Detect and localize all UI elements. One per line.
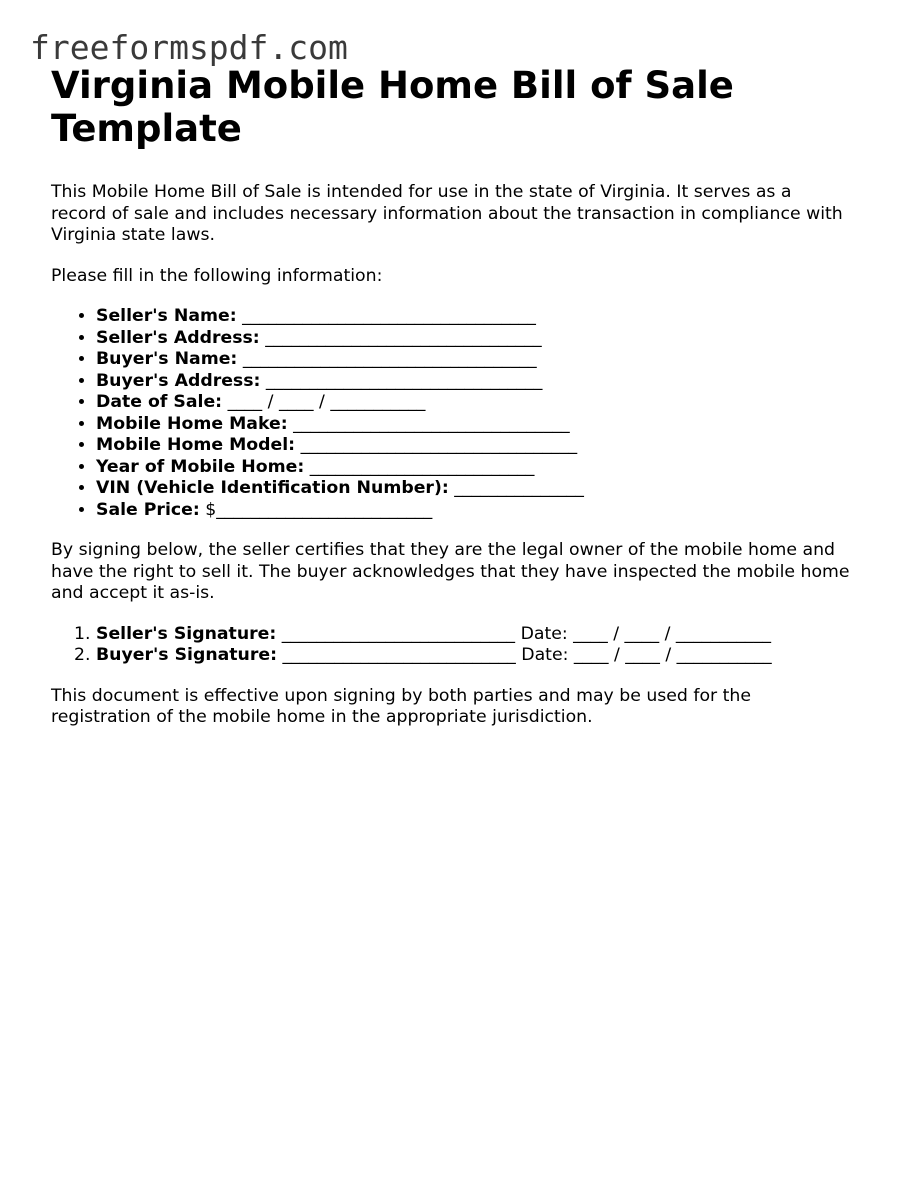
field-date-of-sale <box>96 392 881 414</box>
field-sellers-address <box>96 328 881 350</box>
closing-paragraph: This document is effective upon signing by both parties and may be used for the registration of the mobile home in the appropriate jurisdiction. <box>51 685 752 727</box>
field-sellers-name <box>96 306 881 328</box>
signature-label: Buyer's Signature: <box>96 645 277 665</box>
field-buyers-address <box>96 371 881 393</box>
field-blank[interactable]: $_________________________ <box>199 499 433 520</box>
field-blank[interactable]: ________________________________ <box>287 413 570 434</box>
signature-list <box>51 624 881 667</box>
page-title: Virginia Mobile Home Bill of Sale Template <box>51 64 734 150</box>
field-label: Mobile Home Make: <box>96 413 288 434</box>
field-mobile-home-make <box>96 414 881 436</box>
field-label: VIN (Vehicle Identification Number): <box>96 478 449 498</box>
field-blank[interactable]: __________________________________ <box>237 349 537 369</box>
field-mobile-home-model <box>96 435 881 457</box>
field-label: Sale Price: <box>96 499 200 520</box>
signature-label: Seller's Signature: <box>96 623 277 644</box>
field-list <box>51 306 881 521</box>
document-body <box>51 64 881 729</box>
signature-seller <box>96 624 881 646</box>
field-blank[interactable]: _______________ <box>448 478 584 498</box>
field-blank[interactable]: __________________________________ <box>236 306 536 326</box>
field-year-of-mobile-home <box>96 457 881 479</box>
field-label: Seller's Address: <box>96 327 260 348</box>
certification-paragraph: By signing below, the seller certifies that they are the legal owner of the mobile home and have the right to sell it. The buyer acknowledges that they have inspected the mobile home and accept it as-is. <box>51 540 850 603</box>
field-sale-price <box>96 500 881 522</box>
intro-paragraph: This Mobile Home Bill of Sale is intended for use in the state of Virginia. It serves as a record of sale and includes necessary information about the transaction in compliance with Virginia state laws. <box>51 182 843 245</box>
signature-blank[interactable]: ___________________________ Date: ____ / ____ / ___________ <box>276 623 771 644</box>
field-label: Buyer's Name: <box>96 349 238 369</box>
field-vin <box>96 478 881 500</box>
field-blank[interactable]: ________________________________ <box>295 435 578 455</box>
field-blank[interactable]: __________________________ <box>304 456 535 477</box>
signature-blank[interactable]: ___________________________ Date: ____ / ____ / ___________ <box>277 645 772 665</box>
field-label: Date of Sale: <box>96 392 223 412</box>
field-label: Mobile Home Model: <box>96 435 296 455</box>
field-buyers-name <box>96 349 881 371</box>
field-blank[interactable]: ________________________________ <box>259 327 542 348</box>
field-label: Year of Mobile Home: <box>96 456 305 477</box>
field-label: Buyer's Address: <box>96 370 261 391</box>
field-label: Seller's Name: <box>96 306 237 326</box>
instructions-text: Please fill in the following information: <box>51 265 383 286</box>
field-blank[interactable]: ________________________________ <box>260 370 543 391</box>
watermark: freeformspdf.com <box>30 28 348 67</box>
signature-buyer <box>96 645 881 667</box>
field-blank[interactable]: ____ / ____ / ___________ <box>222 392 426 412</box>
